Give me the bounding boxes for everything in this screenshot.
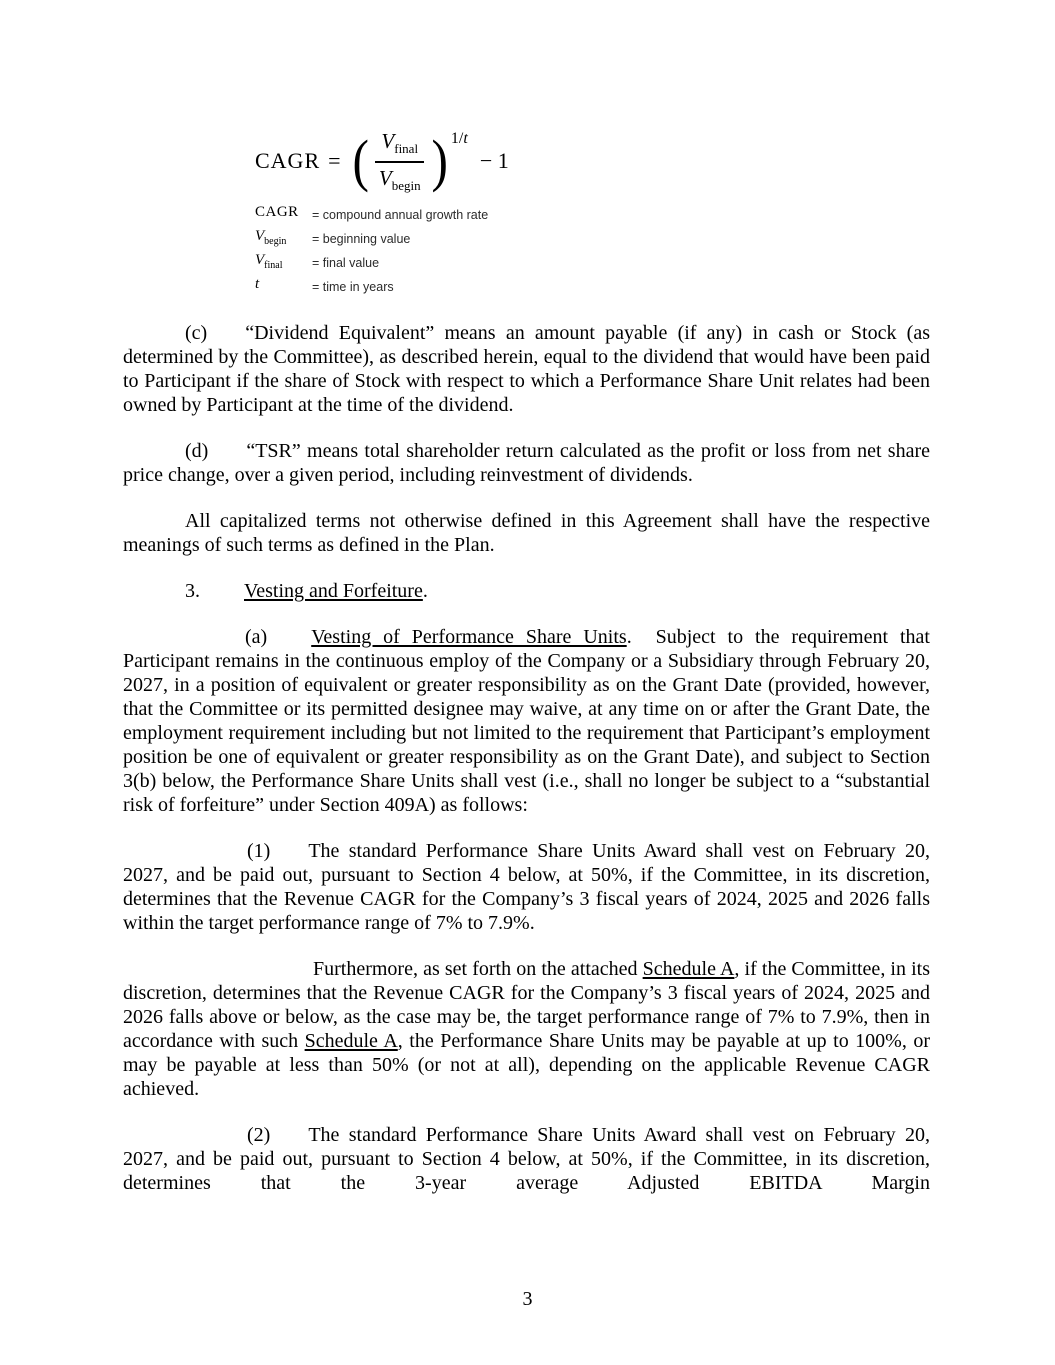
legend-row-vbegin (255, 227, 930, 251)
v-begin-symbol: V (378, 165, 392, 190)
section-3-period: . (422, 580, 428, 602)
furthermore-text-1: Furthermore, as set forth on the attached (313, 958, 643, 980)
v-final-symbol: V (381, 129, 395, 154)
paragraph-d-label: (d) (185, 440, 209, 462)
formula-minus-one: − 1 (479, 148, 509, 173)
formula-cagr-term: CAGR (255, 148, 321, 173)
close-paren: ) (431, 128, 448, 193)
furthermore-text-2: , if the Committee, in its discretion, determines that the Revenue CAGR for the Company’s 3 fiscal years of 2024, 2025 and 2026 falls above or below, as the case may be, the target performance range of 7% to 7.9%, then in accordance with such (123, 958, 931, 1052)
paragraph-d-tsr (123, 439, 930, 487)
paragraph-furthermore-schedule-a (123, 957, 930, 1101)
formula-legend (255, 203, 930, 299)
legend-description: = time in years (312, 279, 394, 294)
schedule-a-reference: Schedule A (642, 958, 735, 980)
legend-description: = final value (312, 255, 380, 270)
legend-symbol: CAGR (255, 204, 299, 220)
fraction (373, 128, 427, 193)
paragraph-a-heading: Vesting of Performance Share Units (311, 626, 627, 648)
schedule-a-reference: Schedule A (304, 1030, 398, 1052)
subparagraph-2-label: (2) (247, 1124, 271, 1146)
paragraph-a-text: . Subject to the requirement that Participant remains in the continuous employ of the Company or a Subsidiary through February 20, 2027, in a position of equivalent or greater responsibility as on the Grant Date (provided, however, that the Committee or its permitted designee may waive, at any time on or after the Grant Date, the employment requirement including but not limited to the requirement that Participant’s employment position be one of equivalent or greater responsibility as on the Grant Date), and subject to Section 3(b) below, the Performance Share Units shall vest (i.e., shall no longer be subject to a “substantial risk of forfeiture” under Section 409A) as follows: (123, 626, 930, 816)
legend-symbol: $V_{begin}$ (255, 228, 287, 247)
legend-symbol: t (255, 276, 260, 292)
paragraph-capitalized-terms (123, 509, 930, 557)
subparagraph-1-label: (1) (247, 840, 271, 862)
subparagraph-2-ebitda-margin (123, 1123, 930, 1195)
legend-description: = beginning value (312, 231, 411, 246)
equals-sign: = (328, 148, 341, 173)
legend-description: = compound annual growth rate (312, 207, 489, 222)
subparagraph-1-text: The standard Performance Share Units Award shall vest on February 20, 2027, and be paid out, pursuant to Section 4 below, at 50%, if the Committee, in its discretion, determines that the Revenue CAGR for the Company’s 3 fiscal years of 2024, 2025 and 2026 falls within the target performance range of 7% to 7.9%. (123, 840, 930, 934)
exponent-variable: t (463, 130, 468, 147)
section-3-title: Vesting and Forfeiture (244, 580, 423, 602)
v-begin-subscript: begin (391, 177, 421, 193)
legend-row-vfinal (255, 251, 930, 275)
furthermore-text-3: , the Performance Share Units may be payable at up to 100%, or may be payable at less than 50% (or not at all), depending on the applicable Revenue CAGR achieved. (123, 1030, 930, 1100)
legend-symbol: $V_{final}$ (255, 252, 283, 271)
paragraph-c-dividend-equivalent (123, 321, 930, 417)
formula-exponent (451, 130, 468, 148)
fraction-numerator (375, 128, 424, 162)
paragraph-a-label: (a) (245, 626, 268, 648)
section-3-heading (123, 579, 930, 603)
subparagraph-2-text: The standard Performance Share Units Award shall vest on February 20, 2027, and be paid out, pursuant to Section 4 below, at 50%, if the Committee, in its discretion, determines that the 3-year average Adjusted EBITDA Margin (123, 1124, 930, 1194)
paragraph-d-text: “TSR” means total shareholder return calculated as the profit or loss from net share price change, over a given period, including reinvestment of dividends. (123, 440, 930, 486)
exponent-numerator: 1/ (450, 130, 464, 147)
legend-row-t (255, 275, 930, 299)
cagr-formula-block (255, 128, 930, 299)
paragraph-c-text: “Dividend Equivalent” means an amount payable (if any) in cash or Stock (as determined by the Committee), as described herein, equal to the dividend that would have been paid to Participant if the share of Stock with respect to which a Performance Share Unit relates had been owned by Participant at the time of the dividend. (123, 322, 930, 416)
v-final-subscript: final (394, 141, 419, 157)
paragraph-a-vesting (123, 625, 930, 817)
document-content (123, 0, 930, 1195)
page-number: 3 (522, 1288, 533, 1310)
legend-row-cagr (255, 203, 930, 227)
paragraph-c-label: (c) (185, 322, 208, 344)
open-paren: ( (351, 128, 369, 193)
section-3-number: 3. (185, 580, 200, 602)
cagr-formula (255, 128, 930, 194)
subparagraph-1-revenue-cagr (123, 839, 930, 935)
fraction-denominator (373, 163, 427, 194)
paragraph-capitalized-terms-text: All capitalized terms not otherwise defined in this Agreement shall have the respective meanings of such terms as defined in the Plan. (123, 510, 930, 556)
